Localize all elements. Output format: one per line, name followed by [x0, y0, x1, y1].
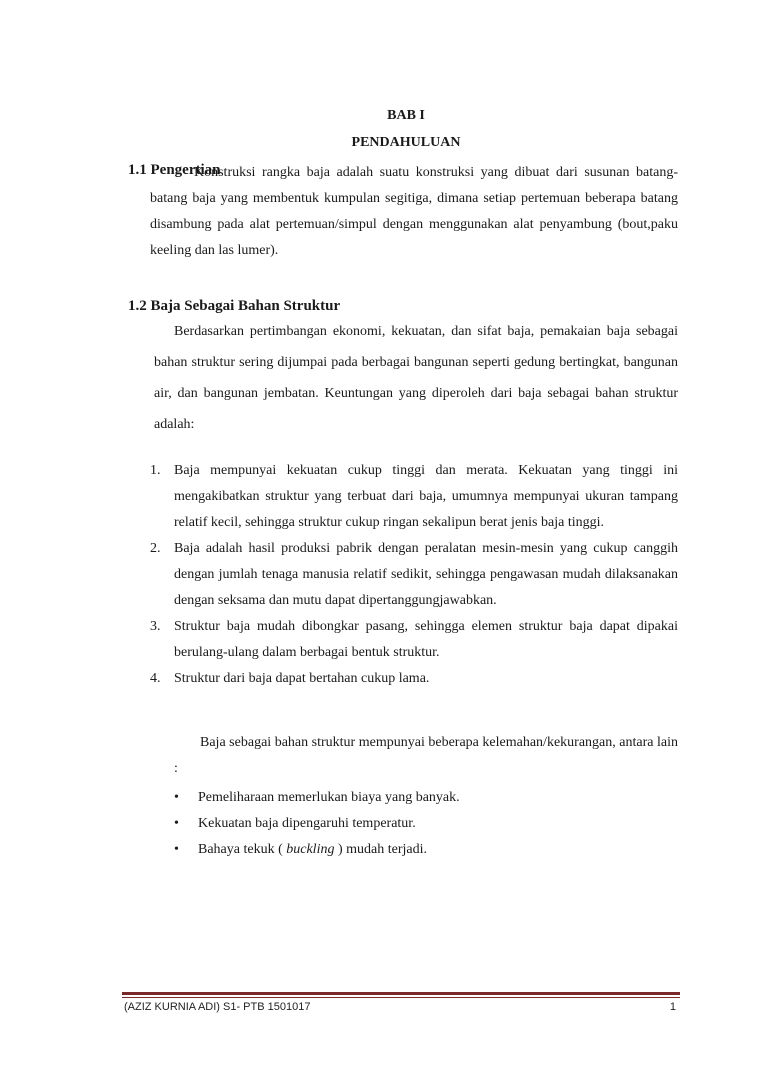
chapter-number: BAB I — [387, 108, 425, 123]
section-heading-pengertian: 1.1 Pengertian — [128, 162, 221, 178]
advantages-list — [150, 458, 678, 692]
weakness-intro-text: Baja sebagai bahan struktur mempunyai beberapa kelemahan/kekurangan, antara lain : — [174, 735, 678, 776]
footer-rule-thin — [122, 997, 680, 998]
list-number: 3. — [150, 619, 161, 634]
list-item-text-after: ) mudah terjadi. — [334, 842, 427, 857]
paragraph-baja-struktur — [154, 316, 678, 440]
footer-rule — [122, 992, 680, 995]
bullet-icon: • — [174, 816, 179, 831]
bullet-icon: • — [174, 790, 179, 805]
list-item — [174, 785, 678, 811]
weakness-list — [174, 785, 678, 863]
section-heading-baja-struktur: 1.2 Baja Sebagai Bahan Struktur — [128, 298, 341, 314]
paragraph-baja-struktur-text: Berdasarkan pertimbangan ekonomi, kekuatan, dan sifat baja, pemakaian baja sebagai bahan struktur sering dijumpai pada berbagai bangunan seperti gedung bertingkat, bangunan air, dan bangunan jembatan. Keuntungan yang diperoleh dari baja sebagai bahan struktur adalah: — [154, 324, 678, 432]
bullet-icon: • — [174, 842, 179, 857]
chapter-title: PENDAHULUAN — [351, 135, 461, 150]
list-number: 2. — [150, 541, 161, 556]
list-item-text: Struktur baja mudah dibongkar pasang, sehingga elemen struktur baja dapat dipakai berulang-ulang dalam berbagai bentuk struktur. — [174, 619, 678, 660]
list-item — [174, 837, 678, 863]
footer-author: (AZIZ KURNIA ADI) S1- PTB 1501017 — [124, 1001, 311, 1013]
paragraph-pengertian-text: Konstruksi rangka baja adalah suatu konstruksi yang dibuat dari susunan batang-batang baja yang membentuk kumpulan segitiga, dimana setiap pertemuan beberapa batang disambung pada alat pertemuan/simpul dengan menggunakan alat penyambung (bout,paku keeling dan las lumer). — [150, 165, 678, 258]
list-item-text: Pemeliharaan memerlukan biaya yang banyak. — [198, 790, 460, 805]
paragraph-pengertian — [150, 160, 678, 264]
list-item — [150, 458, 678, 536]
list-item-text: Baja mempunyai kekuatan cukup tinggi dan merata. Kekuatan yang tinggi ini mengakibatkan struktur yang terbuat dari baja, umumnya mempunyai ukuran tampang relatif kecil, sehingga struktur cukup ringan sekalipun berat jenis baja tinggi. — [174, 463, 678, 530]
list-item-text: Struktur dari baja dapat bertahan cukup lama. — [174, 671, 430, 686]
list-number: 1. — [150, 463, 161, 478]
weakness-intro — [174, 730, 678, 782]
list-item — [150, 614, 678, 666]
list-item-text: Kekuatan baja dipengaruhi temperatur. — [198, 816, 416, 831]
list-item-italic-term: buckling — [286, 842, 335, 857]
list-item-text: Baja adalah hasil produksi pabrik dengan peralatan mesin-mesin yang cukup canggih dengan jumlah tenaga manusia relatif sedikit, sehingga pengawasan mudah dilaksanakan dengan seksama dan mutu dapat dipertanggungjawabkan. — [174, 541, 678, 608]
list-item — [150, 536, 678, 614]
list-item-text-before: Bahaya tekuk ( — [198, 842, 287, 857]
list-number: 4. — [150, 671, 161, 686]
page-number: 1 — [669, 1001, 676, 1013]
list-item — [150, 666, 678, 692]
list-item — [174, 811, 678, 837]
